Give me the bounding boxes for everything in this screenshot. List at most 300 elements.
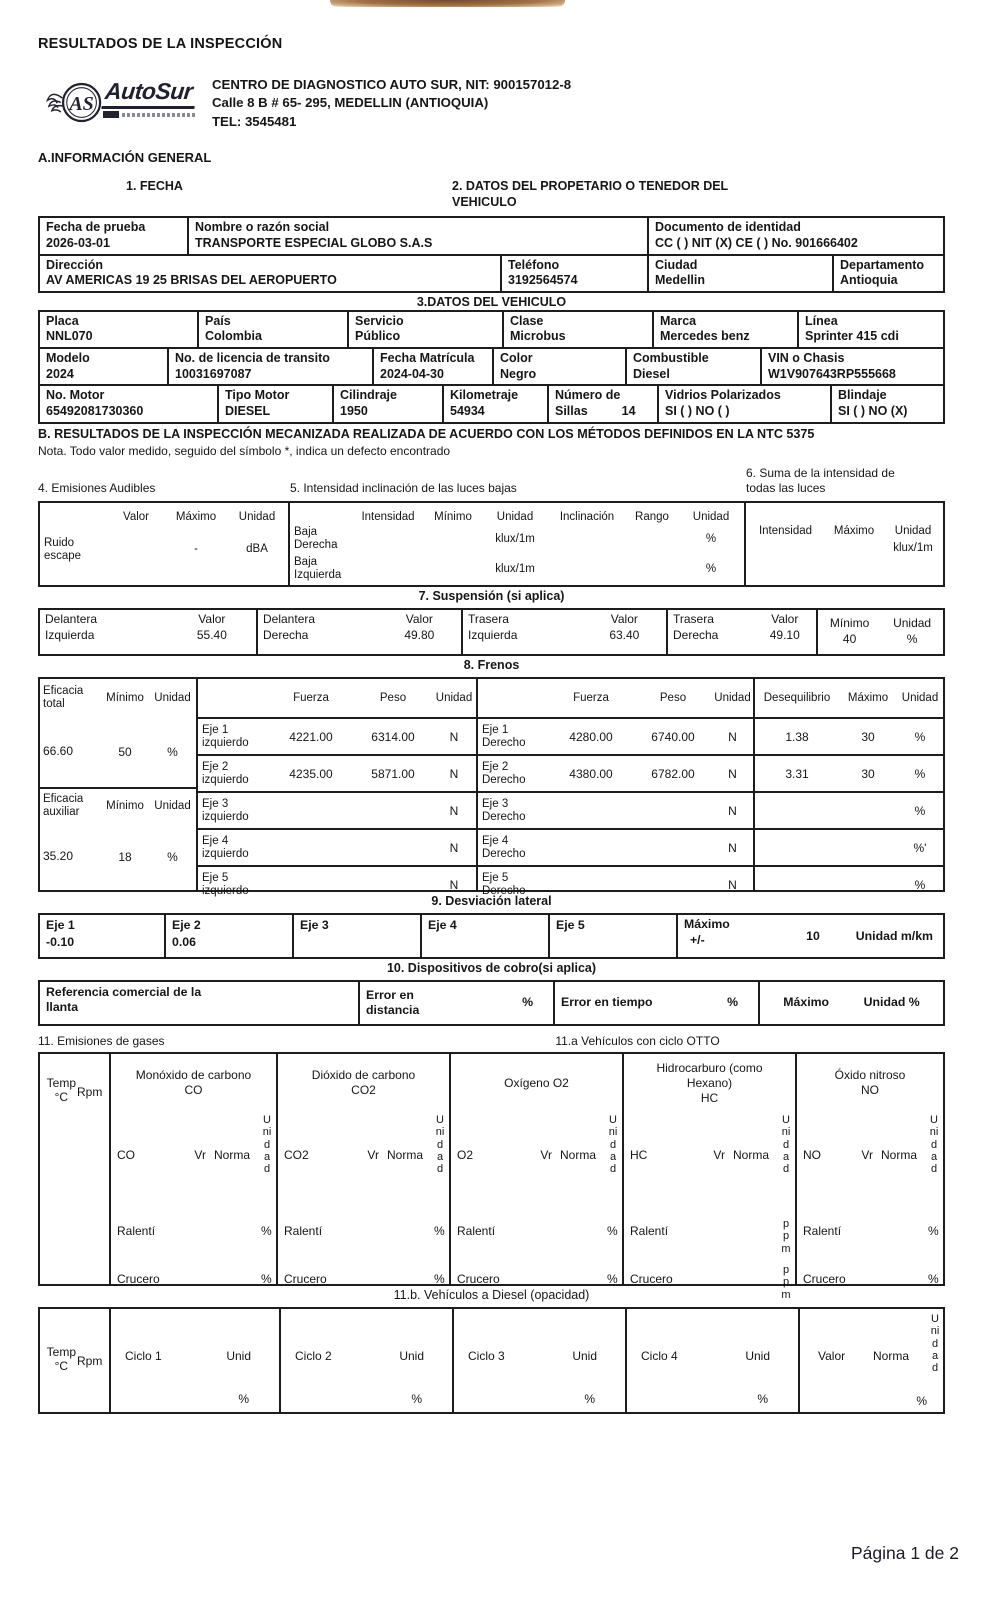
frenos-eficacia-col: [40, 679, 196, 890]
field-no-motor: [40, 386, 217, 421]
eje1-der-peso: 6740.00: [651, 729, 695, 744]
servicio-label: Servicio: [355, 313, 404, 328]
field-sillas: [547, 386, 657, 421]
eje5-der-l2: Derecho: [482, 884, 526, 897]
d-temp-label: Temp: [46, 1345, 76, 1360]
co2-norma: Norma: [386, 1148, 423, 1163]
d-rpm-label: Rpm: [77, 1354, 103, 1369]
general-row-1: [40, 218, 943, 253]
co-cru-unit: %: [261, 1272, 272, 1287]
page-content: [38, 0, 945, 1414]
desv-max-value: 10: [806, 929, 820, 944]
baja2: Baja: [294, 556, 318, 569]
blindaje-label: Blindaje: [838, 388, 887, 403]
dl-izq-h: Valor: [198, 612, 226, 627]
deseq-row-4: [755, 828, 943, 865]
dl-der-l1: Delantera: [263, 612, 316, 627]
eje1-label: Eje 1: [46, 918, 75, 933]
deseq-row-1: [755, 717, 943, 754]
co-crucero: Crucero: [117, 1272, 160, 1287]
hc-norma: Norma: [732, 1148, 769, 1163]
eficacia-aux-l1: Eficacia: [43, 793, 84, 806]
eje5-der-l1: Eje 5: [482, 871, 509, 884]
eje2-der-l2: Derecho: [482, 773, 526, 786]
eje2-izq-row: [198, 754, 476, 791]
section-a-title: A.INFORMACIÓN GENERAL: [38, 150, 212, 165]
eje3-der-row: [478, 791, 753, 828]
section-b-note: Nota. Todo valor medido, seguido del símbolo *, indica un defecto encontrado: [38, 444, 451, 459]
vehicle-table: [38, 310, 945, 424]
intensidad-header: Intensidad: [361, 511, 415, 524]
ref-l2: llanta: [46, 1000, 79, 1015]
hc-unidad-vert: Unidad: [781, 1114, 791, 1176]
deseq1-uni: %: [914, 729, 926, 744]
d-temp-unit: °C: [54, 1359, 69, 1374]
hc-title-2: Hexano): [686, 1075, 733, 1090]
no-motor-value: 65492081730360: [46, 403, 144, 418]
eje3-izq-l1: Eje 3: [202, 797, 229, 810]
intensidad-col: [352, 503, 424, 585]
klux-2: klux/1m: [495, 562, 535, 575]
ef-uni-header: Unidad: [154, 692, 191, 705]
field-telefono: [500, 256, 647, 291]
tr-der-l1: Trasera: [673, 612, 714, 627]
tr-izq-l1: Trasera: [468, 612, 509, 627]
eje4-izq-uni: N: [449, 840, 459, 855]
section-1-title: 1. FECHA: [126, 179, 183, 193]
no-title-1: Óxido nitroso: [834, 1068, 906, 1083]
tr-der-v: 49.10: [769, 627, 800, 642]
marca-value: Mercedes benz: [660, 329, 750, 344]
logo-cda-chip: [103, 111, 119, 118]
peso-der-header: Peso: [659, 692, 687, 705]
ruido-col: [40, 503, 106, 585]
razon-social-value: TRANSPORTE ESPECIAL GLOBO S.A.S: [195, 235, 433, 250]
eje5-der-uni: N: [728, 877, 737, 892]
maximo-header: Máximo: [175, 511, 217, 524]
cilindraje-label: Cilindraje: [340, 388, 397, 403]
sections-456-table: [38, 501, 945, 587]
no-motor-label: No. Motor: [46, 388, 105, 403]
field-fecha-prueba: [40, 218, 187, 253]
eje4-label: Eje 4: [428, 918, 457, 933]
autosur-logo: [46, 74, 196, 134]
deseq1-v: 1.38: [785, 729, 809, 744]
ciclo1-label: Ciclo 1: [125, 1349, 162, 1364]
ciclo2-unid: Unid: [399, 1349, 424, 1364]
eje4-izq-l1: Eje 4: [202, 834, 229, 847]
unidad-col-5: [482, 503, 548, 585]
section-6-title-line1: 6. Suma de la intensidad de: [746, 466, 895, 481]
desv-unidad: Unidad m/km: [855, 929, 933, 944]
peso-izq-header: Peso: [379, 692, 407, 705]
field-cilindraje: [332, 386, 442, 421]
field-color: [492, 349, 625, 384]
eje5-izq-l2: izquierdo: [202, 884, 249, 897]
vehicle-row-2: [40, 347, 943, 384]
desequilibrio-header: Desequilibrio: [763, 692, 831, 705]
field-razon-social: [187, 218, 647, 253]
page-number: Página 1 de 2: [850, 1543, 959, 1563]
fuerza-der-header: Fuerza: [573, 692, 609, 705]
ciclo4-label: Ciclo 4: [641, 1349, 678, 1364]
diesel-table: [38, 1307, 945, 1414]
hc-title-3: HC: [700, 1090, 719, 1105]
deseq-row-5: [755, 865, 943, 902]
ed-l2: distancia: [366, 1003, 420, 1018]
escape-label: escape: [44, 550, 82, 563]
unidad2-header: Unidad: [692, 511, 730, 524]
tr-der-h: Valor: [771, 612, 799, 627]
eje2-izq-fuerza: 4235.00: [289, 766, 333, 781]
eje4-der-l2: Derecho: [482, 847, 526, 860]
combustible-label: Combustible: [633, 351, 709, 365]
izquierda: Izquierda: [294, 569, 342, 582]
departamento-label: Departamento: [840, 257, 925, 272]
autosur-emblem-icon: [46, 74, 107, 134]
eje3-label: Eje 3: [300, 918, 329, 933]
o2-norma: Norma: [559, 1148, 596, 1163]
gas-o2-col: [449, 1054, 622, 1287]
field-marca: [652, 312, 797, 347]
suma-intensidad-col: [746, 503, 825, 585]
deseq4-uni: %': [913, 840, 927, 855]
desv-eje2: [166, 913, 294, 959]
sillas-label-1: Número de: [555, 388, 621, 403]
eficacia-aux-uni: %: [167, 849, 178, 864]
susp-trasera-izq: [463, 608, 668, 656]
diesel-unidad-vert: Unidad: [930, 1313, 940, 1375]
eje3-der-uni: N: [728, 803, 737, 818]
temp-label: Temp: [46, 1076, 76, 1091]
field-kilometraje: [442, 386, 547, 421]
o2-unidad-vert: Unidad: [608, 1114, 618, 1176]
eje1-izq-l1: Eje 1: [202, 723, 229, 736]
field-tipo-motor: [217, 386, 332, 421]
section-11-title: 11. Emisiones de gases: [38, 1034, 165, 1049]
razon-social-label: Nombre o razón social: [195, 220, 330, 235]
disp-maximo: [760, 980, 945, 1026]
ef2-uni-header: Unidad: [154, 800, 191, 813]
pct-1: %: [705, 532, 717, 545]
derecha: Derecha: [294, 539, 338, 552]
eficacia-total-l2: total: [43, 698, 65, 711]
kilometraje-label: Kilometraje: [450, 388, 519, 403]
linea-value: Sprinter 415 cdi: [805, 329, 899, 344]
gas-co2-col: [276, 1054, 449, 1287]
eje1-der-fuerza: 4280.00: [569, 729, 613, 744]
co2-vr: Vr: [367, 1148, 379, 1163]
deseq-row-2: [755, 754, 943, 791]
ciudad-label: Ciudad: [655, 257, 698, 272]
marca-label: Marca: [660, 313, 697, 328]
page-title: RESULTADOS DE LA INSPECCIÓN: [38, 36, 283, 52]
susp-uni-value: %: [906, 632, 918, 647]
co-sym: CO: [117, 1148, 135, 1163]
co-title-1: Monóxido de carbono: [135, 1068, 252, 1083]
eje2-der-uni: N: [728, 766, 737, 781]
no-norma: Norma: [880, 1148, 917, 1163]
desv-max-region: [678, 913, 945, 959]
co2-crucero: Crucero: [284, 1272, 327, 1287]
ciclo3-unid: Unid: [572, 1349, 597, 1364]
eje3-der-l2: Derecho: [482, 810, 526, 823]
eje5-label: Eje 5: [556, 918, 585, 933]
uni-der-header: Unidad: [714, 692, 751, 705]
field-clase: [502, 312, 652, 347]
field-servicio: [347, 312, 502, 347]
dl-der-l2: Derecha: [263, 627, 309, 642]
eje2-der-peso: 6782.00: [651, 766, 695, 781]
no-vr: Vr: [861, 1148, 873, 1163]
clinic-line2: Calle 8 B # 65- 295, MEDELLIN (ANTIOQUIA): [212, 95, 489, 111]
clase-value: Microbus: [510, 329, 566, 344]
logo-subtext-bar: [103, 111, 196, 118]
logo-tagline-smudge: [122, 113, 196, 117]
section-10-title: 10. Dispositivos de cobro(si aplica): [386, 961, 597, 976]
gas-co-col: [109, 1054, 276, 1287]
color-value: Negro: [500, 366, 537, 381]
inclinacion-col: [548, 503, 626, 585]
departamento-value: Antioquia: [840, 273, 898, 288]
deseq2-uni: %: [914, 766, 926, 781]
co-ral-unit: %: [261, 1224, 272, 1239]
sillas-value: 14: [621, 403, 636, 418]
deseq3-uni: %: [914, 803, 926, 818]
section-2-title-line1: 2. DATOS DEL PROPETARIO O TENEDOR DEL: [452, 179, 729, 193]
deseq-uni-header: Unidad: [901, 692, 939, 705]
eje3-izq-row: [198, 791, 476, 828]
susp-min-value: 40: [842, 632, 857, 647]
desv-max-label: Máximo: [684, 917, 730, 932]
suma-intensidad-header: Intensidad: [758, 525, 813, 538]
cilindraje-value: 1950: [340, 403, 368, 418]
diesel-valor-label: Valor: [818, 1349, 846, 1364]
valor-header: Valor: [123, 511, 149, 524]
hc-sym: HC: [630, 1148, 648, 1163]
servicio-value: Público: [355, 329, 401, 344]
eficacia-total-value: 66.60: [43, 744, 74, 759]
ciclo1-pct: %: [238, 1392, 249, 1407]
general-row-2: [40, 254, 943, 291]
field-vin: [760, 349, 943, 384]
unidad2-col: [678, 503, 744, 585]
eje2-value: 0.06: [172, 934, 196, 949]
deseq-row-3: [755, 791, 943, 828]
section-9-title: 9. Desviación lateral: [431, 894, 552, 909]
autosur-wordmark: AutoSur: [101, 78, 197, 109]
field-licencia: [167, 349, 372, 384]
co-title-2: CO: [184, 1083, 203, 1098]
eje1-der-l2: Derecho: [482, 736, 526, 749]
minimo-header: Mínimo: [434, 511, 472, 524]
desviacion-table: [38, 913, 945, 959]
section-11b-title: 11.b. Vehículos a Diesel (opacidad): [393, 1288, 590, 1303]
field-linea: [797, 312, 943, 347]
susp-min-header: Mínimo: [829, 616, 870, 631]
diesel-temp-col: [40, 1309, 109, 1412]
disp-error-distancia: [360, 980, 555, 1026]
licencia-label: No. de licencia de transito: [175, 351, 330, 365]
eficacia-aux-l2: auxiliar: [43, 806, 80, 819]
eje3-izq-l2: izquierdo: [202, 810, 249, 823]
co2-sym: CO2: [284, 1148, 309, 1163]
direccion-value: AV AMERICAS 19 25 BRISAS DEL AEROPUERTO: [46, 273, 337, 288]
o2-ralenti: Ralentí: [457, 1224, 496, 1239]
blindaje-value: SI ( ) NO (X): [838, 403, 908, 418]
susp-uni-header: Unidad: [893, 616, 932, 631]
co-ralenti: Ralentí: [117, 1224, 156, 1239]
co2-title-1: Dióxido de carbono: [311, 1068, 416, 1083]
frenos-table: [38, 677, 945, 897]
eje2-izq-uni: N: [449, 766, 459, 781]
eje2-izq-l1: Eje 2: [202, 760, 229, 773]
section-3-title: 3.DATOS DEL VEHICULO: [416, 294, 567, 309]
disp-error-tiempo: [555, 980, 760, 1026]
no-crucero: Crucero: [803, 1272, 846, 1287]
co2-ral-unit: %: [434, 1224, 445, 1239]
deseq2-max: 30: [861, 766, 875, 781]
desv-eje4: [422, 913, 550, 959]
ed-l1: Error en: [366, 987, 414, 1002]
field-departamento: [832, 256, 943, 291]
dl-izq-l1: Delantera: [45, 612, 98, 627]
placa-value: NNL070: [46, 329, 93, 344]
pais-label: País: [205, 313, 231, 328]
linea-label: Línea: [805, 313, 838, 328]
valor-col: [106, 503, 166, 585]
diesel-ciclo2-col: [279, 1309, 452, 1412]
tr-izq-l2: Izquierda: [468, 627, 518, 642]
kilometraje-value: 54934: [450, 403, 485, 418]
diesel-pct: %: [916, 1394, 927, 1409]
et-unit: %: [727, 995, 738, 1010]
matricula-label: Fecha Matrícula: [380, 351, 475, 365]
ref-l1: Referencia comercial de la: [46, 985, 202, 1000]
co-unidad-vert: Unidad: [262, 1114, 272, 1176]
luces-row-labels: [290, 503, 352, 585]
section-5-title: 5. Intensidad inclinación de las luces bajas: [290, 480, 517, 495]
ciclo4-pct: %: [757, 1392, 768, 1407]
spacer: [40, 503, 106, 524]
inclinacion-header: Inclinación: [559, 511, 615, 524]
emisiones-audibles-box: [38, 501, 290, 587]
suma-unidad-header: Unidad: [894, 525, 932, 538]
eje3-der-l1: Eje 3: [482, 797, 509, 810]
disp-unidad-label: Unidad %: [863, 995, 920, 1010]
unidad-header: Unidad: [238, 511, 276, 524]
vidrios-label: Vidrios Polarizados: [665, 388, 781, 403]
clase-label: Clase: [510, 313, 544, 328]
ciclo4-unid: Unid: [745, 1349, 770, 1364]
eje2-der-fuerza: 4380.00: [569, 766, 613, 781]
desv-eje1: [38, 913, 166, 959]
deseq5-uni: %: [914, 877, 926, 892]
modelo-value: 2024: [46, 366, 74, 381]
o2-ral-unit: %: [607, 1224, 618, 1239]
modelo-label: Modelo: [46, 351, 90, 365]
suma-unidad-col: [883, 503, 943, 585]
co-norma: Norma: [213, 1148, 250, 1163]
frenos-izquierdo-col: [196, 679, 476, 897]
vidrios-value: SI ( ) NO ( ): [665, 403, 730, 418]
maximo-value: -: [194, 542, 198, 555]
o2-vr: Vr: [540, 1148, 552, 1163]
eje3-izq-uni: N: [449, 803, 459, 818]
unidad-col: [226, 503, 288, 585]
eficacia-aux-min: 18: [118, 849, 132, 864]
matricula-value: 2024-04-30: [380, 366, 444, 381]
hc-cru-unit: ppm: [781, 1264, 791, 1301]
section-11-headers: [38, 1034, 945, 1048]
baja-izquierda-label: [290, 554, 352, 584]
ciclo1-unid: Unid: [226, 1349, 251, 1364]
eficacia-aux-value: 35.20: [43, 848, 74, 863]
minimo-col: [424, 503, 482, 585]
field-documento: [647, 218, 943, 253]
co2-ralenti: Ralentí: [284, 1224, 323, 1239]
no-cru-unit: %: [928, 1272, 939, 1287]
section-1-2-headers: [38, 179, 945, 210]
ed-unit: %: [522, 995, 533, 1010]
placa-label: Placa: [46, 313, 79, 328]
field-direccion: [40, 256, 500, 291]
eje2-label: Eje 2: [172, 918, 201, 933]
suma-unidad-value: klux/1m: [893, 541, 933, 554]
suma-maximo-col: [825, 503, 883, 585]
disp-referencia: [38, 980, 360, 1026]
ef-min-header: Mínimo: [106, 692, 144, 705]
eje1-der-uni: N: [728, 729, 737, 744]
section-4-title: 4. Emisiones Audibles: [38, 480, 156, 495]
eje1-izq-peso: 6314.00: [371, 729, 415, 744]
general-info-table: [38, 216, 945, 293]
eje1-izq-fuerza: 4221.00: [289, 729, 333, 744]
dl-izq-v: 55.40: [196, 627, 227, 642]
clinic-line1: CENTRO DE DIAGNOSTICO AUTO SUR, NIT: 900157012-8: [212, 77, 572, 92]
sillas-line: [555, 404, 651, 420]
desv-max-sign: +/-: [690, 933, 705, 947]
ciudad-value: Medellin: [655, 273, 706, 288]
uni-izq-header: Unidad: [435, 692, 473, 705]
combustible-value: Diesel: [633, 366, 670, 381]
o2-sym: O2: [457, 1148, 474, 1163]
et-label: Error en tiempo: [561, 995, 653, 1010]
fuerza-izq-header: Fuerza: [293, 692, 329, 705]
fecha-prueba-label: Fecha de prueba: [46, 220, 146, 235]
susp-delantera-izq: [38, 608, 258, 656]
hc-ralenti: Ralentí: [630, 1224, 669, 1239]
telefono-label: Teléfono: [508, 257, 560, 272]
eje1-der-row: [478, 717, 753, 754]
dl-izq-l2: Izquierda: [45, 627, 95, 642]
vehicle-row-3: [40, 384, 943, 421]
gas-hc-col: [622, 1054, 795, 1301]
ciclo3-label: Ciclo 3: [468, 1349, 505, 1364]
temp-unit: °C: [54, 1090, 69, 1105]
telefono-value: 3192564574: [508, 273, 578, 288]
pais-value: Colombia: [205, 329, 262, 344]
diesel-ciclo3-col: [452, 1309, 625, 1412]
eje2-izq-l2: izquierdo: [202, 773, 249, 786]
susp-delantera-der: [258, 608, 463, 656]
no-unidad-vert: Unidad: [929, 1114, 939, 1176]
eje2-izq-peso: 5871.00: [371, 766, 415, 781]
eje1-der-l1: Eje 1: [482, 723, 509, 736]
pct-2: %: [705, 562, 717, 575]
logo-as-text: AS: [69, 92, 94, 115]
field-pais: [197, 312, 347, 347]
